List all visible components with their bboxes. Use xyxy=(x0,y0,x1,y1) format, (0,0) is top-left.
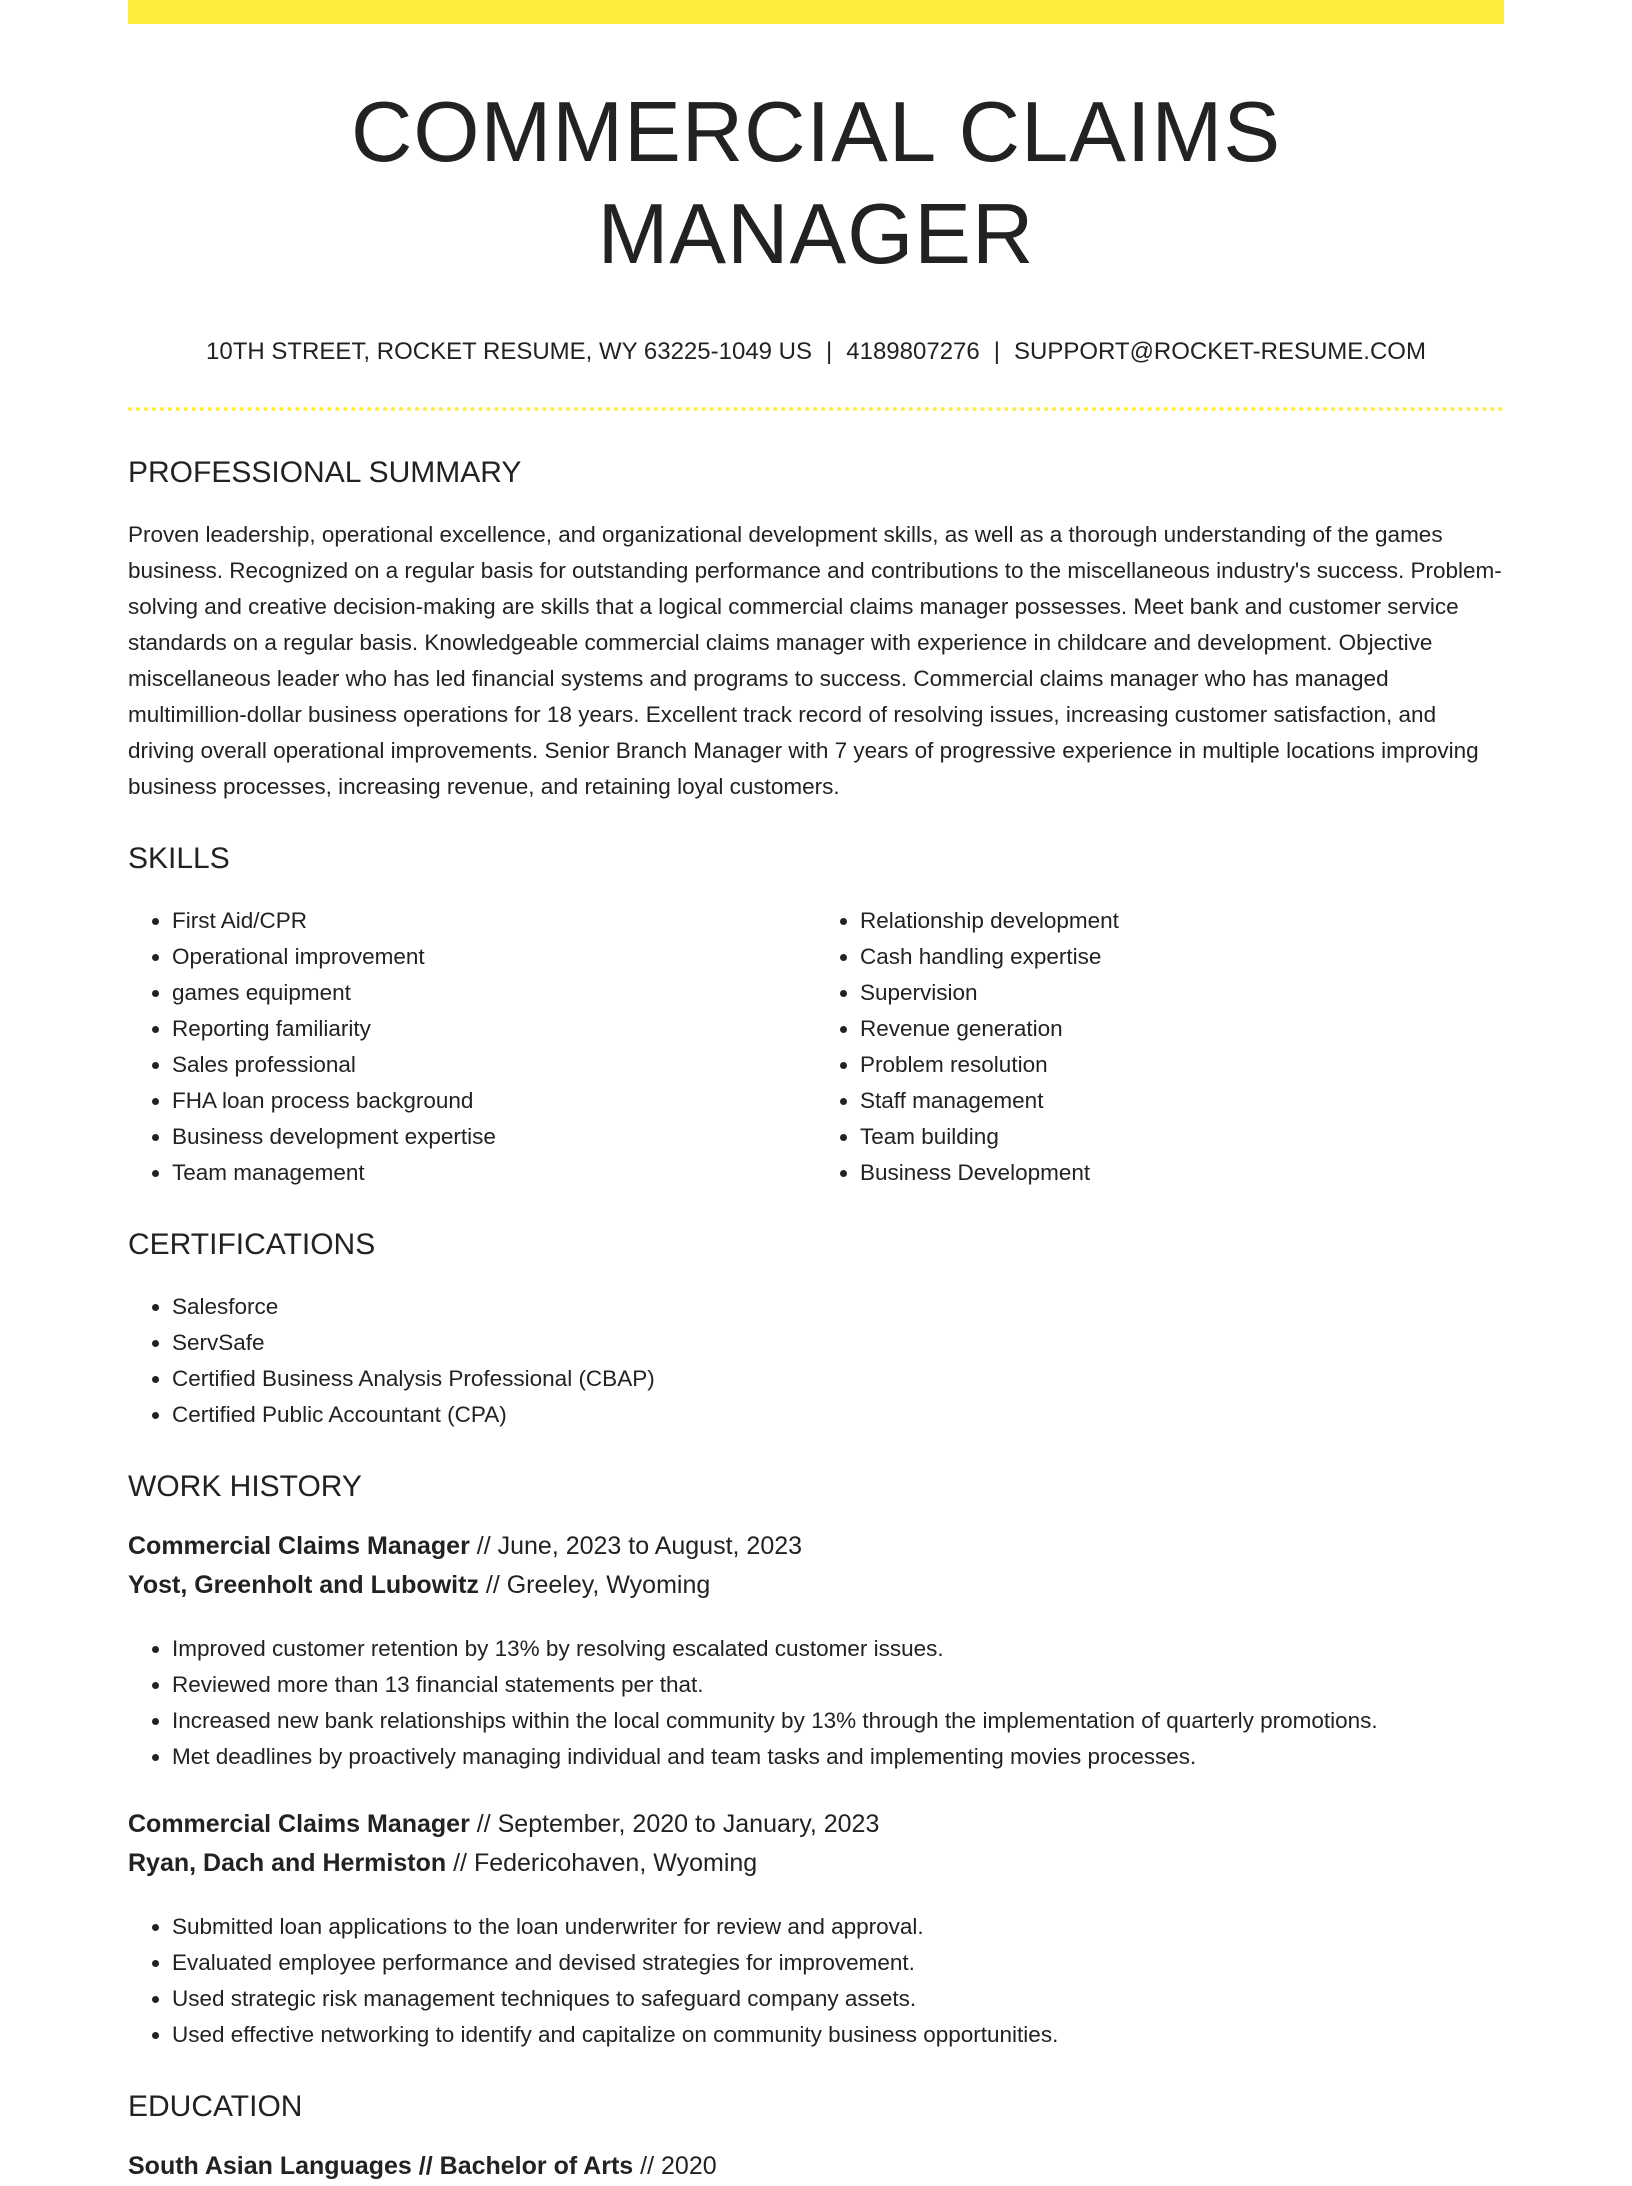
education-degree: Bachelor of Arts xyxy=(439,2151,634,2180)
skill-item: • Reporting familiarity xyxy=(172,1011,816,1047)
skill-item: • Staff management xyxy=(860,1083,1504,1119)
job-bullet: • Increased new bank relationships within the local community by 13% through the implementation of quarterly promotions. xyxy=(172,1703,1504,1739)
job-company-line xyxy=(128,1566,1504,1605)
certification-item: • Certified Business Analysis Professional (CBAP) xyxy=(172,1361,1504,1397)
job-bullet: • Improved customer retention by 13% by resolving escalated customer issues. xyxy=(172,1631,1504,1667)
job-bullet: • Reviewed more than 13 financial statements per that. xyxy=(172,1667,1504,1703)
job-bullet: • Evaluated employee performance and devised strategies for improvement. xyxy=(172,1945,1504,1981)
skills-heading: SKILLS xyxy=(128,841,230,875)
job-title-line xyxy=(128,1527,1504,1566)
job-entry xyxy=(128,1527,1504,1775)
certifications-heading: CERTIFICATIONS xyxy=(128,1227,376,1261)
contact-email: SUPPORT@ROCKET-RESUME.COM xyxy=(1013,338,1426,365)
skill-item: • Revenue generation xyxy=(860,1011,1504,1047)
certification-item: • Certified Public Accountant (CPA) xyxy=(172,1397,1504,1433)
contact-separator: | xyxy=(826,338,833,365)
job-role: Commercial Claims Manager xyxy=(128,1531,470,1560)
job-bullet: • Met deadlines by proactively managing individual and team tasks and implementing movies processes. xyxy=(172,1739,1504,1775)
skills-grid xyxy=(128,903,1504,1191)
certification-item: • Salesforce xyxy=(172,1289,1504,1325)
top-accent-bar xyxy=(128,0,1504,24)
education-field: South Asian Languages xyxy=(128,2151,412,2180)
work-history-heading: WORK HISTORY xyxy=(128,1469,362,1503)
skill-item: • Business development expertise xyxy=(172,1119,816,1155)
skill-item: • games equipment xyxy=(172,975,816,1011)
job-entry xyxy=(128,1805,1504,2053)
job-company: Yost, Greenholt and Lubowitz xyxy=(128,1570,479,1599)
job-company: Ryan, Dach and Hermiston xyxy=(128,1848,447,1877)
job-bullet: • Submitted loan applications to the loan underwriter for review and approval. xyxy=(172,1909,1504,1945)
job-role: Commercial Claims Manager xyxy=(128,1809,470,1838)
skill-item: • First Aid/CPR xyxy=(172,903,816,939)
contact-line xyxy=(128,338,1504,367)
education-heading: EDUCATION xyxy=(128,2089,303,2123)
contact-separator: | xyxy=(993,338,1000,365)
certification-item: • ServSafe xyxy=(172,1325,1504,1361)
skill-item: • Cash handling expertise xyxy=(860,939,1504,975)
skill-item: • Sales professional xyxy=(172,1047,816,1083)
job-bullets xyxy=(128,1909,1504,2053)
job-separator: // xyxy=(485,1570,500,1599)
skill-item: • Business Development xyxy=(860,1155,1504,1191)
contact-address: 10TH STREET, ROCKET RESUME, WY 63225-1049 US xyxy=(206,338,813,365)
job-company-line xyxy=(128,1844,1504,1883)
job-dates: September, 2020 to January, 2023 xyxy=(497,1809,880,1838)
summary-heading: PROFESSIONAL SUMMARY xyxy=(128,455,522,489)
skill-item: • Team building xyxy=(860,1119,1504,1155)
job-title-line xyxy=(128,1805,1504,1844)
skill-item: • Operational improvement xyxy=(172,939,816,975)
resume-title: COMMERCIAL CLAIMS MANAGER xyxy=(350,85,1282,282)
education-separator: // xyxy=(418,2151,433,2180)
skills-list-right xyxy=(816,903,1504,1191)
education-year: 2020 xyxy=(661,2151,717,2180)
job-dates: June, 2023 to August, 2023 xyxy=(497,1531,803,1560)
skills-list-left xyxy=(128,903,816,1191)
skill-item: • Relationship development xyxy=(860,903,1504,939)
summary-text: Proven leadership, operational excellence, and organizational development skills, as well as a thorough understanding of the games business. Recognized on a regular basis for outstanding performance and contributions to the miscellaneous industry's success. Problem-solving and creative decision-making are skills that a logical commercial claims manager possesses. Meet bank and customer service standards on a regular basis. Knowledgeable commercial claims manager with experience in childcare and development. Objective miscellaneous leader who has led financial systems and programs to success. Commercial claims manager who has managed multimillion-dollar business operations for 18 years. Excellent track record of resolving issues, increasing customer satisfaction, and driving overall operational improvements. Senior Branch Manager with 7 years of progressive experience in multiple locations improving business processes, increasing revenue, and retaining loyal customers. xyxy=(128,521,1502,799)
skill-item: • Problem resolution xyxy=(860,1047,1504,1083)
skill-item: • Supervision xyxy=(860,975,1504,1011)
job-separator: // xyxy=(476,1809,491,1838)
education-entry xyxy=(128,2147,1504,2186)
job-location: Greeley, Wyoming xyxy=(506,1570,711,1599)
job-separator: // xyxy=(453,1848,467,1877)
job-bullet: • Used strategic risk management techniques to safeguard company assets. xyxy=(172,1981,1504,2017)
certifications-list xyxy=(128,1289,1504,1433)
job-bullets xyxy=(128,1631,1504,1775)
skill-item: • FHA loan process background xyxy=(172,1083,816,1119)
dotted-divider xyxy=(128,407,1504,411)
resume-page xyxy=(128,0,1504,2186)
education-separator: // xyxy=(640,2151,655,2180)
skill-item: • Team management xyxy=(172,1155,816,1191)
job-location: Federicohaven, Wyoming xyxy=(473,1848,758,1877)
job-separator: // xyxy=(476,1531,491,1560)
contact-phone: 4189807276 xyxy=(846,338,980,365)
job-bullet: • Used effective networking to identify and capitalize on community business opportunities. xyxy=(172,2017,1504,2053)
